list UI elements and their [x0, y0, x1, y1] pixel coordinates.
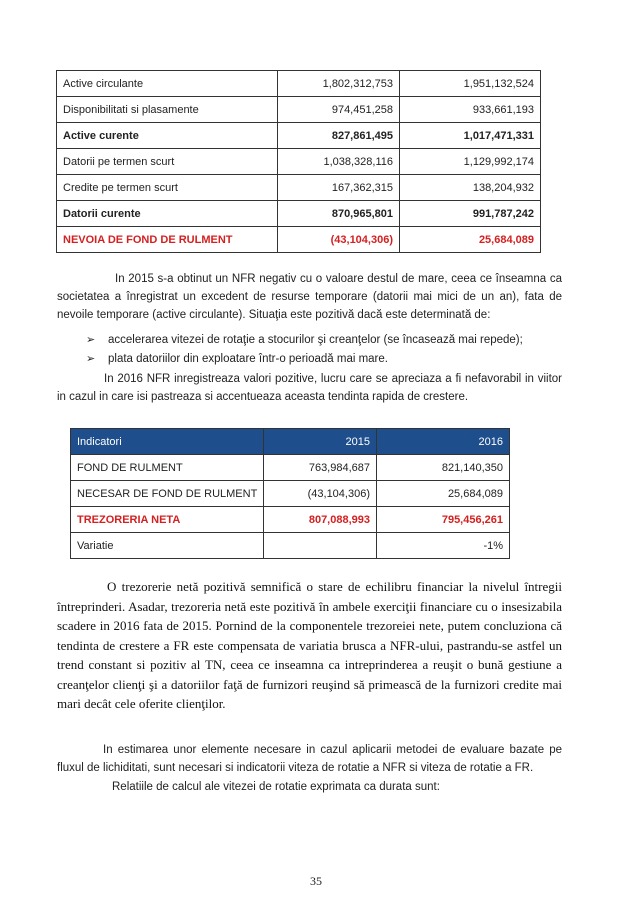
row-label: Active curente [57, 123, 278, 149]
value-2015: (43,104,306) [278, 227, 400, 253]
table-row [71, 455, 510, 481]
column-header: 2015 [264, 429, 377, 455]
list-item-text: plata datoriilor din exploatare într-o perioadă mai mare. [108, 353, 388, 365]
value-2015: 974,451,258 [278, 97, 400, 123]
row-label: Active circulante [57, 71, 278, 97]
table-row [71, 507, 510, 533]
table-trezorerie [70, 428, 510, 559]
page-number: 35 [310, 874, 322, 888]
row-label: NEVOIA DE FOND DE RULMENT [57, 227, 278, 253]
table-row [57, 97, 541, 123]
value-2016: 1,017,471,331 [400, 123, 541, 149]
value-2016: 795,456,261 [377, 507, 510, 533]
value-2015: 807,088,993 [264, 507, 377, 533]
row-label: Credite pe termen scurt [57, 175, 278, 201]
value-2015 [264, 533, 377, 559]
table-row [57, 149, 541, 175]
table-nfr [56, 70, 541, 253]
paragraph-relatii: Relatiile de calcul ale vitezei de rotatie exprimata ca durata sunt: [112, 781, 440, 793]
row-label: Disponibilitati si plasamente [57, 97, 278, 123]
table-row [57, 71, 541, 97]
value-2016: 25,684,089 [377, 481, 510, 507]
paragraph-nfr-2016: In 2016 NFR inregistreaza valori pozitive, lucru care se apreciaza a fi nefavorabil in viitor in cazul in care isi pastreaza si accentueaza aceasta tendinta rapida de crestere. [57, 373, 562, 403]
table-row [57, 227, 541, 253]
value-2016: 933,661,193 [400, 97, 541, 123]
row-label: Variatie [71, 533, 264, 559]
table-row [57, 175, 541, 201]
value-2015: 1,038,328,116 [278, 149, 400, 175]
value-2015: (43,104,306) [264, 481, 377, 507]
value-2015: 167,362,315 [278, 175, 400, 201]
value-2016: 1,129,992,174 [400, 149, 541, 175]
value-2016: -1% [377, 533, 510, 559]
value-2015: 827,861,495 [278, 123, 400, 149]
paragraph-nfr-2015: In 2015 s-a obtinut un NFR negativ cu o valoare destul de mare, ceea ce înseamna ca societatea a înregistrat un excedent de resurse temporare (datorii mai mici de un an), fata de nevoile temporare (active circulante). Situaţia este pozitivă dacă este determinată de: [57, 273, 562, 321]
table-row [71, 533, 510, 559]
list-item-text: accelerarea vitezei de rotaţie a stocurilor şi creanţelor (se încasează mai repede); [108, 334, 523, 346]
arrow-bullet-icon: ➢ [86, 334, 96, 346]
row-label: TREZORERIA NETA [71, 507, 264, 533]
row-label: Datorii pe termen scurt [57, 149, 278, 175]
value-2015: 763,984,687 [264, 455, 377, 481]
column-header: 2016 [377, 429, 510, 455]
value-2015: 870,965,801 [278, 201, 400, 227]
arrow-bullet-icon: ➢ [86, 353, 96, 365]
row-label: NECESAR DE FOND DE RULMENT [71, 481, 264, 507]
list-item [86, 350, 556, 368]
value-2016: 138,204,932 [400, 175, 541, 201]
table-row [57, 123, 541, 149]
row-label: FOND DE RULMENT [71, 455, 264, 481]
paragraph-trezorerie: O trezorerie netă pozitivă semnifică o stare de echilibru financiar la nivelul întregii întreprinderi. Asadar, trezoreria netă este pozitivă în ambele exerciţii financiare cu o insesizabila scadere in 2016 fata de 2015. Pornind de la componentele trezoreiei nete, putem concluziona că tendinta de crestere a FR este compensata de variatia brusca a NFR-ului, pastrandu-se astfel un trend constant si pozitiv al TN, ceea ce inseamna ca intreprinderea a reuşit o bună gestiune a creanţelor clienţi şi a datoriilor faţă de furnizori reuşind să primească de la furnizori credite mai mari decât cele oferite clienţilor. [57, 579, 562, 711]
value-2015: 1,802,312,753 [278, 71, 400, 97]
list-item [86, 331, 556, 349]
table-row [57, 201, 541, 227]
row-label: Datorii curente [57, 201, 278, 227]
column-header: Indicatori [71, 429, 264, 455]
table-row [71, 481, 510, 507]
table-header-row [71, 429, 510, 455]
value-2016: 991,787,242 [400, 201, 541, 227]
value-2016: 1,951,132,524 [400, 71, 541, 97]
paragraph-estimare: In estimarea unor elemente necesare in cazul aplicarii metodei de evaluare bazate pe fluxul de lichiditati, sunt necesari si indicatorii viteza de rotatie a NFR si viteza de rotatie a FR. [57, 744, 562, 774]
value-2016: 821,140,350 [377, 455, 510, 481]
value-2016: 25,684,089 [400, 227, 541, 253]
